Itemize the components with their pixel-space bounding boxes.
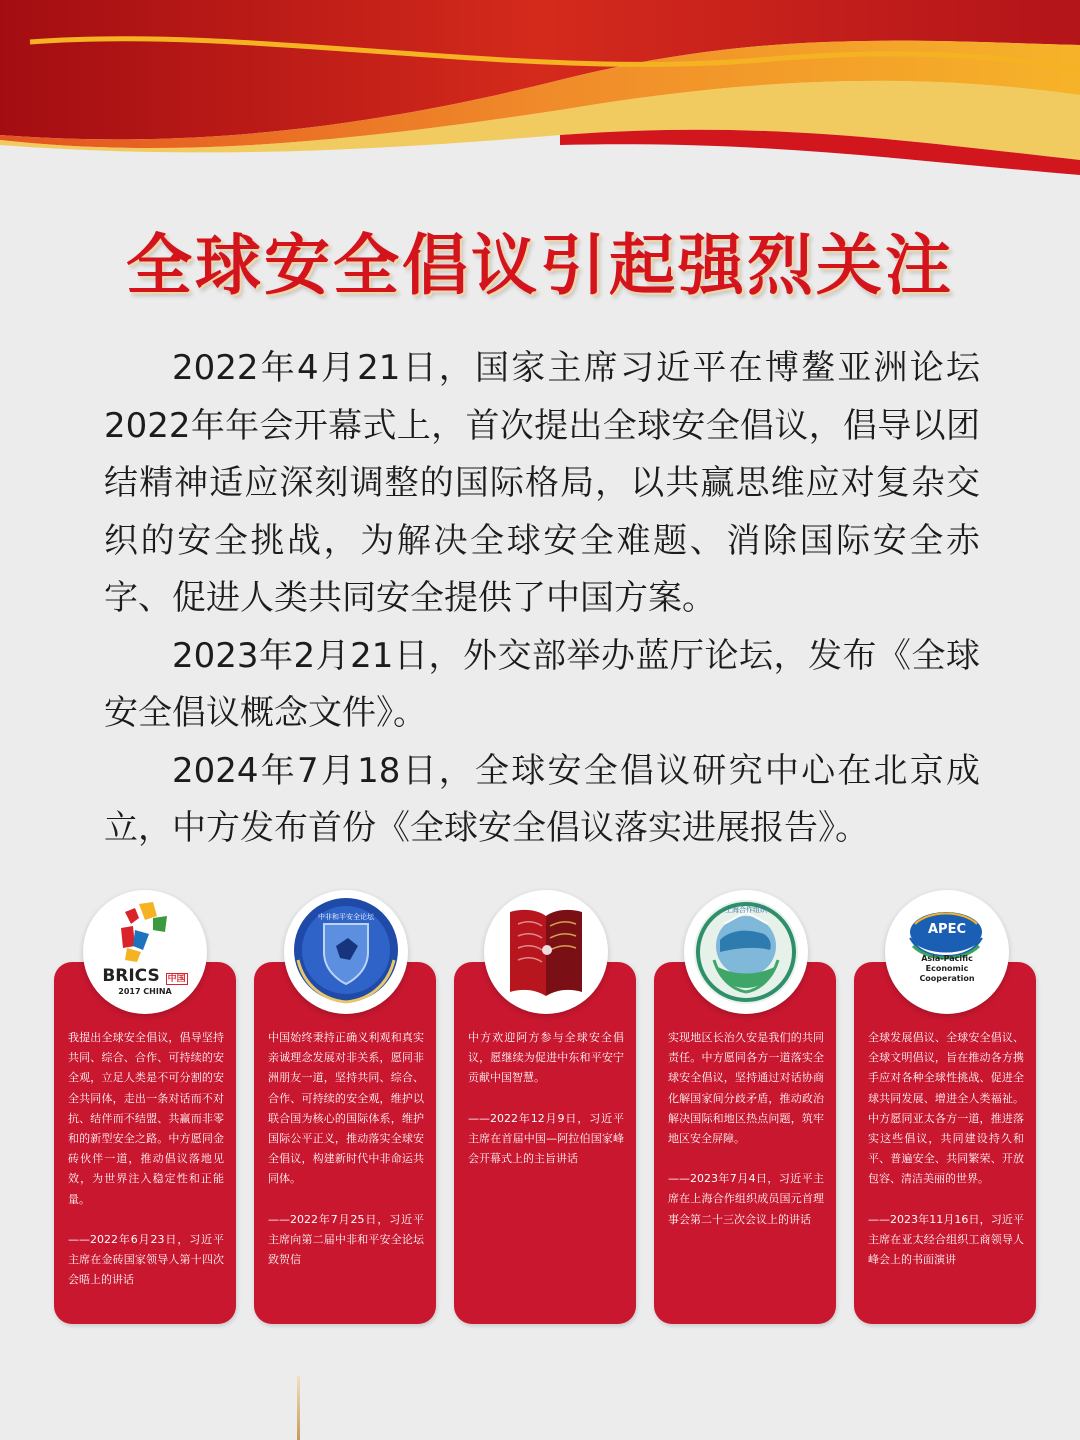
paragraph-2: 2023年2月21日，外交部举办蓝厅论坛，发布《全球安全倡议概念文件》。: [104, 635, 980, 733]
quote-card-china-arab: [454, 962, 636, 1324]
card-quote: 实现地区长治久安是我们的共同责任。中方愿同各方一道落实全球安全倡议，坚持通过对话协商化解国家间分歧矛盾，推动政治解决国际和地区热点问题，筑牢地区安全屏障。: [668, 1031, 824, 1146]
apec-logo: [885, 890, 1009, 1014]
body-text: [104, 340, 980, 858]
card-quote: 中方欢迎阿方参与全球安全倡议，愿继续为促进中东和平安宁贡献中国智慧。: [468, 1031, 624, 1085]
china-africa-forum-logo: [284, 890, 408, 1014]
china-africa-logo-text: 中非和平安全论坛: [318, 913, 374, 921]
page-title: 全球安全倡议引起强烈关注: [126, 227, 954, 304]
quote-card-brics: [54, 962, 236, 1324]
quote-card-sco: [654, 962, 836, 1324]
shield-emblem-icon: [284, 890, 408, 1014]
apec-logo-text: APEC: [927, 922, 966, 937]
brics-logo: [83, 890, 207, 1014]
red-ribbon-banner: [0, 0, 1080, 190]
card-source: ——2023年11月16日，习近平主席在亚太经合组织工商领导人峰会上的书面演讲: [868, 1212, 1024, 1267]
card-source: ——2023年7月4日，习近平主席在上海合作组织成员国元首理事会第二十三次会议上的讲话: [668, 1172, 824, 1226]
sco-logo-text: 上海合作组织: [725, 906, 767, 914]
display-stand-pole: [297, 1376, 300, 1440]
card-quote: 全球发展倡议、全球安全倡议、全球文明倡议，旨在推动各方携手应对各种全球性挑战、促进全球共同发展、增进全人类福祉。中方愿同亚太各方一道，推进落实这些倡议，共同建设持久和平、普遍安全、共同繁荣、开放包容、清洁美丽的世界。: [868, 1031, 1024, 1186]
card-source: ——2022年12月9日，习近平主席在首届中国—阿拉伯国家峰会开幕式上的主旨讲话: [468, 1111, 624, 1166]
card-quote: 中国始终秉持正确义利观和真实亲诚理念发展对非关系，愿同非洲朋友一道，坚持共同、综合、合作、可持续的安全观，维护以联合国为核心的国际体系，维护国际公平正义，推动落实全球安全倡议，构建新时代中非命运共同体。: [268, 1031, 424, 1186]
quote-card-apec: [854, 962, 1036, 1324]
apec-logo-sub: Asia-Pacific Economic Cooperation: [919, 954, 975, 983]
sco-logo: [684, 890, 808, 1014]
book-emblem-icon: [484, 890, 608, 1014]
card-quote: 我提出全球安全倡议，倡导坚持共同、综合、合作、可持续的安全观，立足人类是不可分割的安全共同体，走出一条对话而不对抗、结伴而不结盟、共赢而非零和的新型安全之路。中方愿同金砖伙伴一道，推动倡议落地见效，为世界注入稳定性和正能量。: [68, 1031, 224, 1206]
paragraph-3: 2024年7月18日，全球安全倡议研究中心在北京成立，中方发布首份《全球安全倡议落实进展报告》。: [104, 750, 980, 848]
china-arab-summit-logo: [484, 890, 608, 1014]
card-source: ——2022年6月23日，习近平主席在金砖国家领导人第十四次会晤上的讲话: [68, 1232, 224, 1287]
apec-globe-icon: [885, 890, 1009, 1014]
brics-logo-text: BRICS: [102, 966, 160, 986]
paragraph-1: 2022年4月21日，国家主席习近平在博鳌亚洲论坛2022年年会开幕式上，首次提出全球安全倡议，倡导以团结精神适应深刻调整的国际格局，以共赢思维应对复杂交织的安全挑战，为解决全球安全难题、消除国际安全赤字、促进人类共同安全提供了中国方案。: [104, 348, 980, 618]
card-source: ——2022年7月25日，习近平主席向第二届中非和平安全论坛致贺信: [268, 1212, 424, 1267]
quote-card-china-africa: [254, 962, 436, 1324]
brics-logo-mark: 中国: [167, 974, 186, 984]
brics-logo-sub: 2017 CHINA: [118, 987, 172, 996]
